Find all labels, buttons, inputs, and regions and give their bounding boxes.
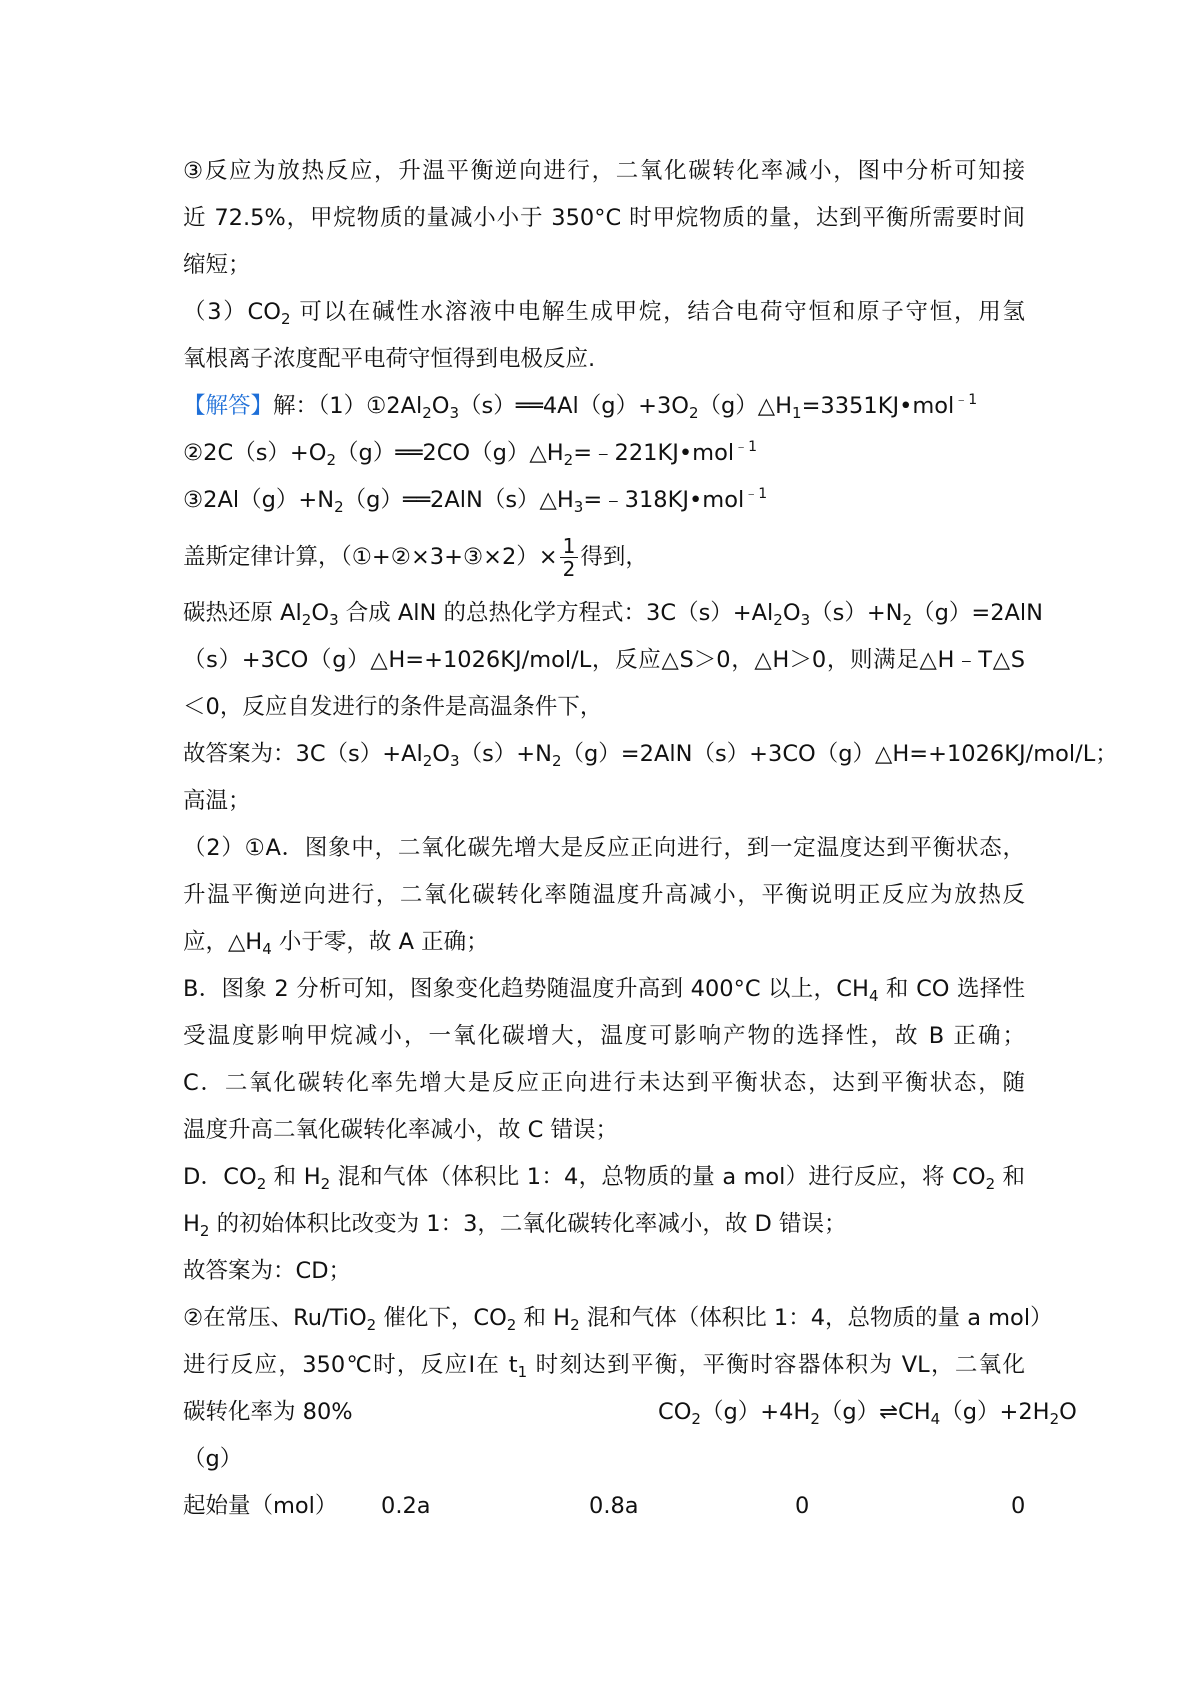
text-line: ＜0，反应自发进行的条件是高温条件下， bbox=[183, 694, 603, 720]
text-line: 升温平衡逆向进行，二氧化碳转化率随温度升高减小，平衡说明正反应为放热反 bbox=[183, 882, 1025, 908]
text-line: 起始量（mol） bbox=[183, 1493, 338, 1519]
text-line: （2）①A．图象中，二氧化碳先增大是反应正向进行，到一定温度达到平衡状态， bbox=[183, 835, 1025, 861]
text-line: $(3)CO_2$ 可以在碱性水溶液中电解生成甲烷，结合电荷守恒和原子守恒，用氢 bbox=[183, 299, 1025, 328]
reaction-equation: $CO_2(g)+4H_2(g)\rightleftharpoons CH_4(g)+2H_2O$ bbox=[658, 1399, 1077, 1428]
text-line: C．二氧化碳转化率先增大是反应正向进行未达到平衡状态，达到平衡状态，随 bbox=[183, 1070, 1025, 1096]
text-line: B．图象 2 分析可知，图象变化趋势随温度升高到 400°C 以上，$CH_4$ 和 CO 选择性 bbox=[183, 976, 1025, 1005]
text-line: 缩短； bbox=[183, 252, 251, 278]
text-line: $②2C(s)+O_2(g)══2CO(g)\triangle H_2=﹣221KJ•mol^{﹣1}$ bbox=[183, 439, 758, 469]
text-line: $H_2$ 的初始体积比改变为 1：3，二氧化碳转化率减小，故 D 错误； bbox=[183, 1211, 847, 1240]
text-line: ③反应为放热反应，升温平衡逆向进行，二氧化碳转化率减小，图中分析可知接 bbox=[183, 158, 1025, 184]
text-line: 碳热还原 $Al_2O_3$ 合成 AlN 的总热化学方程式：$3C(s)+Al_2O_3(s)+N_2(g)=2AlN$ bbox=[183, 600, 1043, 629]
text-line: 温度升高二氧化碳转化率减小，故 C 错误； bbox=[183, 1117, 619, 1143]
text-line: 近 72.5%，甲烷物质的量减小小于 350°C 时甲烷物质的量，达到平衡所需要时间 bbox=[183, 205, 1025, 231]
text-line: 应，$\triangle H_4$ 小于零，故 A 正确； bbox=[183, 929, 489, 958]
initial-amount-cell: 0 bbox=[1011, 1493, 1026, 1519]
text-line: D．$CO_2$ 和 $H_2$ 混和气体（体积比 1：4，总物质的量 a mol）进行反应，将 $CO_2$ 和 bbox=[183, 1164, 1025, 1193]
text-line: 盖斯定律计算，（①+②×3+③×2）× $\frac{1}{2}$ 得到， bbox=[183, 534, 648, 581]
text-line: ②在常压、Ru/TiO$_2$ 催化下，$CO_2$ 和 $H_2$ 混和气体（体积比 1：4，总物质的量 a mol） bbox=[183, 1305, 1053, 1334]
text-line: （s）+3CO（g）△H=+1026KJ/mol/L，反应△S＞0，△H＞0，则满足△H﹣T△S bbox=[183, 647, 1025, 673]
initial-amount-cell: 0.8a bbox=[589, 1493, 639, 1519]
text-line: 进行反应，350℃时，反应Ⅰ在 $t_1$ 时刻达到平衡，平衡时容器体积为 VL，二氧化 bbox=[183, 1352, 1026, 1381]
text-line: $③2Al(g)+N_2(g)══2AlN(s)\triangle H_3=﹣318KJ•mol^{﹣1}$ bbox=[183, 486, 768, 516]
text-line: 氧根离子浓度配平电荷守恒得到电极反应. bbox=[183, 346, 596, 372]
initial-amount-cell: 0 bbox=[795, 1493, 810, 1519]
initial-amount-cell: 0.2a bbox=[381, 1493, 431, 1519]
text-line: （g） bbox=[183, 1446, 243, 1472]
text-line: 【解答】解：$(1)①2Al_2O_3(s)══4Al(g)+3O_2(g)\triangle H_1=3351KJ•mol^{﹣1}$ bbox=[183, 392, 978, 422]
text-line: 故答案为：CD； bbox=[183, 1258, 352, 1284]
text-line: 碳转化率为 80% bbox=[183, 1399, 353, 1425]
text-line: 故答案为：$3C(s)+Al_2O_3(s)+N_2(g)=2AlN(s)+3CO(g)\triangle H=+1026KJ/mol/L$； bbox=[183, 741, 1118, 770]
text-line: 受温度影响甲烷减小，一氧化碳增大，温度可影响产物的选择性，故 B 正确； bbox=[183, 1023, 1025, 1049]
text-line: 高温； bbox=[183, 788, 251, 814]
